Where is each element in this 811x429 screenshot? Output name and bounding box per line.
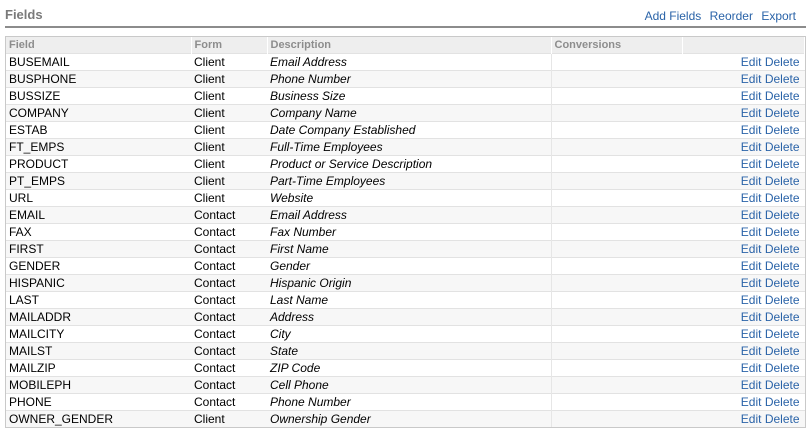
cell-actions bbox=[682, 190, 805, 207]
edit-link[interactable]: Edit bbox=[740, 191, 762, 205]
cell-conversions bbox=[551, 224, 682, 241]
delete-link[interactable]: Delete bbox=[764, 276, 800, 290]
cell-description: Date Company Established bbox=[267, 122, 551, 139]
reorder-link[interactable]: Reorder bbox=[709, 9, 753, 23]
cell-conversions bbox=[551, 71, 682, 88]
cell-actions bbox=[682, 105, 805, 122]
cell-form: Contact bbox=[191, 292, 267, 309]
table-row bbox=[6, 88, 805, 105]
add-fields-link[interactable]: Add Fields bbox=[644, 9, 702, 23]
cell-description: Email Address bbox=[267, 207, 551, 224]
cell-description: Last Name bbox=[267, 292, 551, 309]
delete-link[interactable]: Delete bbox=[764, 378, 800, 392]
cell-form: Contact bbox=[191, 258, 267, 275]
delete-link[interactable]: Delete bbox=[764, 72, 800, 86]
cell-description: State bbox=[267, 343, 551, 360]
cell-conversions bbox=[551, 292, 682, 309]
cell-form: Contact bbox=[191, 275, 267, 292]
table-row bbox=[6, 156, 805, 173]
cell-conversions bbox=[551, 173, 682, 190]
cell-conversions bbox=[551, 139, 682, 156]
cell-description: ZIP Code bbox=[267, 360, 551, 377]
cell-form: Client bbox=[191, 411, 267, 428]
cell-form: Contact bbox=[191, 309, 267, 326]
table-row bbox=[6, 411, 805, 428]
cell-form: Contact bbox=[191, 326, 267, 343]
table-row bbox=[6, 326, 805, 343]
cell-field: FIRST bbox=[6, 241, 191, 258]
cell-field: FAX bbox=[6, 224, 191, 241]
column-header-form[interactable]: Form bbox=[191, 37, 267, 54]
cell-conversions bbox=[551, 343, 682, 360]
edit-link[interactable]: Edit bbox=[740, 123, 762, 137]
delete-link[interactable]: Delete bbox=[764, 225, 800, 239]
cell-form: Contact bbox=[191, 241, 267, 258]
edit-link[interactable]: Edit bbox=[740, 361, 762, 375]
table-row bbox=[6, 105, 805, 122]
cell-conversions bbox=[551, 88, 682, 105]
cell-conversions bbox=[551, 411, 682, 428]
column-header-field[interactable]: Field bbox=[6, 37, 191, 54]
cell-field: MOBILEPH bbox=[6, 377, 191, 394]
cell-actions bbox=[682, 343, 805, 360]
delete-link[interactable]: Delete bbox=[764, 242, 800, 256]
table-row bbox=[6, 275, 805, 292]
cell-actions bbox=[682, 411, 805, 428]
table-row bbox=[6, 309, 805, 326]
cell-description: Part-Time Employees bbox=[267, 173, 551, 190]
delete-link[interactable]: Delete bbox=[764, 123, 800, 137]
delete-link[interactable]: Delete bbox=[764, 191, 800, 205]
cell-conversions bbox=[551, 394, 682, 411]
cell-actions bbox=[682, 275, 805, 292]
table-row bbox=[6, 377, 805, 394]
cell-actions bbox=[682, 54, 805, 71]
cell-conversions bbox=[551, 360, 682, 377]
export-link[interactable]: Export bbox=[761, 9, 796, 23]
cell-description: Phone Number bbox=[267, 71, 551, 88]
table-row bbox=[6, 139, 805, 156]
cell-form: Contact bbox=[191, 394, 267, 411]
cell-conversions bbox=[551, 326, 682, 343]
delete-link[interactable]: Delete bbox=[764, 208, 800, 222]
edit-link[interactable]: Edit bbox=[740, 89, 762, 103]
cell-conversions bbox=[551, 207, 682, 224]
cell-conversions bbox=[551, 156, 682, 173]
column-header-conversions[interactable]: Conversions bbox=[551, 37, 682, 54]
cell-description: Business Size bbox=[267, 88, 551, 105]
cell-conversions bbox=[551, 377, 682, 394]
edit-link[interactable]: Edit bbox=[740, 395, 762, 409]
cell-form: Client bbox=[191, 139, 267, 156]
cell-actions bbox=[682, 139, 805, 156]
table-header-row bbox=[6, 37, 805, 54]
delete-link[interactable]: Delete bbox=[764, 259, 800, 273]
cell-field: BUSEMAIL bbox=[6, 54, 191, 71]
delete-link[interactable]: Delete bbox=[764, 327, 800, 341]
cell-field: OWNER_GENDER bbox=[6, 411, 191, 428]
cell-field: PT_EMPS bbox=[6, 173, 191, 190]
cell-description: Address bbox=[267, 309, 551, 326]
cell-form: Contact bbox=[191, 360, 267, 377]
delete-link[interactable]: Delete bbox=[764, 157, 800, 171]
edit-link[interactable]: Edit bbox=[740, 293, 762, 307]
delete-link[interactable]: Delete bbox=[764, 140, 800, 154]
cell-conversions bbox=[551, 309, 682, 326]
fields-table-body bbox=[6, 54, 805, 428]
edit-link[interactable]: Edit bbox=[740, 310, 762, 324]
delete-link[interactable]: Delete bbox=[764, 310, 800, 324]
cell-actions bbox=[682, 224, 805, 241]
cell-field: MAILCITY bbox=[6, 326, 191, 343]
cell-field: MAILZIP bbox=[6, 360, 191, 377]
edit-link[interactable]: Edit bbox=[740, 378, 762, 392]
cell-conversions bbox=[551, 122, 682, 139]
cell-conversions bbox=[551, 258, 682, 275]
cell-conversions bbox=[551, 275, 682, 292]
cell-form: Client bbox=[191, 88, 267, 105]
edit-link[interactable]: Edit bbox=[740, 55, 762, 69]
cell-form: Client bbox=[191, 156, 267, 173]
cell-field: HISPANIC bbox=[6, 275, 191, 292]
delete-link[interactable]: Delete bbox=[764, 293, 800, 307]
table-row bbox=[6, 54, 805, 71]
delete-link[interactable]: Delete bbox=[764, 361, 800, 375]
cell-actions bbox=[682, 258, 805, 275]
cell-actions bbox=[682, 88, 805, 105]
cell-field: LAST bbox=[6, 292, 191, 309]
cell-form: Client bbox=[191, 105, 267, 122]
edit-link[interactable]: Edit bbox=[740, 327, 762, 341]
edit-link[interactable]: Edit bbox=[740, 72, 762, 86]
edit-link[interactable]: Edit bbox=[740, 208, 762, 222]
cell-description: City bbox=[267, 326, 551, 343]
cell-form: Contact bbox=[191, 377, 267, 394]
cell-field: GENDER bbox=[6, 258, 191, 275]
cell-description: Gender bbox=[267, 258, 551, 275]
table-row bbox=[6, 360, 805, 377]
cell-description: Fax Number bbox=[267, 224, 551, 241]
cell-form: Client bbox=[191, 173, 267, 190]
cell-form: Client bbox=[191, 71, 267, 88]
column-header-actions bbox=[682, 37, 805, 54]
cell-description: Product or Service Description bbox=[267, 156, 551, 173]
cell-field: MAILST bbox=[6, 343, 191, 360]
cell-field: PHONE bbox=[6, 394, 191, 411]
edit-link[interactable]: Edit bbox=[740, 157, 762, 171]
cell-form: Client bbox=[191, 54, 267, 71]
cell-description: First Name bbox=[267, 241, 551, 258]
cell-actions bbox=[682, 207, 805, 224]
table-row bbox=[6, 190, 805, 207]
table-row bbox=[6, 71, 805, 88]
cell-description: Website bbox=[267, 190, 551, 207]
edit-link[interactable]: Edit bbox=[740, 344, 762, 358]
edit-link[interactable]: Edit bbox=[740, 225, 762, 239]
cell-description: Cell Phone bbox=[267, 377, 551, 394]
cell-conversions bbox=[551, 241, 682, 258]
cell-field: COMPANY bbox=[6, 105, 191, 122]
delete-link[interactable]: Delete bbox=[764, 106, 800, 120]
delete-link[interactable]: Delete bbox=[764, 174, 800, 188]
cell-actions bbox=[682, 173, 805, 190]
fields-table-container bbox=[5, 36, 806, 428]
delete-link[interactable]: Delete bbox=[764, 412, 800, 426]
edit-link[interactable]: Edit bbox=[740, 140, 762, 154]
delete-link[interactable]: Delete bbox=[764, 395, 800, 409]
cell-description: Ownership Gender bbox=[267, 411, 551, 428]
cell-field: MAILADDR bbox=[6, 309, 191, 326]
cell-actions bbox=[682, 360, 805, 377]
cell-description: Email Address bbox=[267, 54, 551, 71]
cell-actions bbox=[682, 122, 805, 139]
table-row bbox=[6, 292, 805, 309]
cell-field: ESTAB bbox=[6, 122, 191, 139]
column-header-description[interactable]: Description bbox=[267, 37, 551, 54]
cell-conversions bbox=[551, 54, 682, 71]
page-title: Fields bbox=[5, 7, 43, 22]
edit-link[interactable]: Edit bbox=[740, 242, 762, 256]
edit-link[interactable]: Edit bbox=[740, 412, 762, 426]
cell-description: Company Name bbox=[267, 105, 551, 122]
cell-description: Hispanic Origin bbox=[267, 275, 551, 292]
cell-form: Contact bbox=[191, 224, 267, 241]
fields-table bbox=[6, 37, 805, 427]
cell-field: EMAIL bbox=[6, 207, 191, 224]
delete-link[interactable]: Delete bbox=[764, 55, 800, 69]
table-row bbox=[6, 224, 805, 241]
cell-actions bbox=[682, 241, 805, 258]
edit-link[interactable]: Edit bbox=[740, 276, 762, 290]
cell-field: BUSSIZE bbox=[6, 88, 191, 105]
table-row bbox=[6, 207, 805, 224]
table-row bbox=[6, 394, 805, 411]
cell-form: Client bbox=[191, 122, 267, 139]
cell-actions bbox=[682, 71, 805, 88]
cell-actions bbox=[682, 156, 805, 173]
table-row bbox=[6, 122, 805, 139]
cell-form: Client bbox=[191, 190, 267, 207]
cell-description: Full-Time Employees bbox=[267, 139, 551, 156]
table-row bbox=[6, 343, 805, 360]
cell-conversions bbox=[551, 190, 682, 207]
cell-actions bbox=[682, 309, 805, 326]
cell-form: Contact bbox=[191, 343, 267, 360]
cell-actions bbox=[682, 377, 805, 394]
table-row bbox=[6, 241, 805, 258]
table-row bbox=[6, 173, 805, 190]
cell-form: Contact bbox=[191, 207, 267, 224]
delete-link[interactable]: Delete bbox=[764, 89, 800, 103]
header-actions bbox=[640, 9, 796, 23]
delete-link[interactable]: Delete bbox=[764, 344, 800, 358]
edit-link[interactable]: Edit bbox=[740, 174, 762, 188]
cell-description: Phone Number bbox=[267, 394, 551, 411]
fields-header bbox=[5, 0, 806, 28]
cell-field: FT_EMPS bbox=[6, 139, 191, 156]
cell-actions bbox=[682, 326, 805, 343]
cell-actions bbox=[682, 292, 805, 309]
edit-link[interactable]: Edit bbox=[740, 259, 762, 273]
cell-field: BUSPHONE bbox=[6, 71, 191, 88]
cell-actions bbox=[682, 394, 805, 411]
cell-conversions bbox=[551, 105, 682, 122]
cell-field: PRODUCT bbox=[6, 156, 191, 173]
edit-link[interactable]: Edit bbox=[740, 106, 762, 120]
table-row bbox=[6, 258, 805, 275]
cell-field: URL bbox=[6, 190, 191, 207]
